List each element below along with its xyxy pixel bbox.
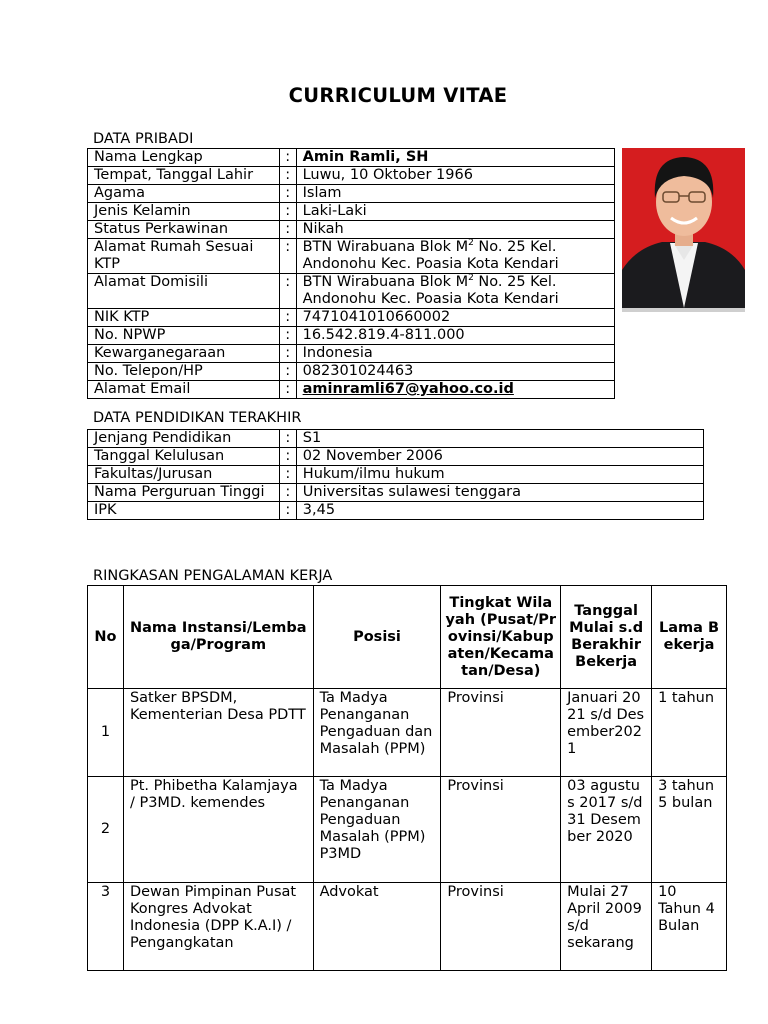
header-tingkat: Tingkat Wilayah (Pusat/Provinsi/Kabupaten/Kecamatan/Desa) [441, 586, 561, 689]
personal-section-heading: DATA PRIBADI [93, 131, 194, 147]
tingkat-cell: Provinsi [441, 883, 561, 971]
field-colon: : [279, 221, 296, 239]
table-header-row [88, 586, 727, 689]
field-colon: : [279, 345, 296, 363]
personal-data-table [87, 148, 615, 399]
tanggal-cell: 03 agustus 2017 s/d 31 Desember 2020 [561, 777, 652, 883]
field-value: 02 November 2006 [296, 448, 703, 466]
instansi-cell: Dewan Pimpinan Pusat Kongres Advokat Indonesia (DPP K.A.I) / Pengangkatan [123, 883, 313, 971]
education-table [87, 429, 704, 520]
field-value: Laki-Laki [296, 203, 614, 221]
instansi-cell: Pt. Phibetha Kalamjaya / P3MD. kemendes [123, 777, 313, 883]
table-row [88, 185, 615, 203]
table-row [88, 466, 704, 484]
table-row [88, 883, 727, 971]
table-row [88, 777, 727, 883]
photo-shadow [622, 308, 745, 312]
lama-cell: 10 Tahun 4 Bulan [652, 883, 727, 971]
field-label: Tempat, Tanggal Lahir [88, 167, 280, 185]
table-row [88, 484, 704, 502]
field-value [296, 239, 614, 274]
experience-section-heading: RINGKASAN PENGALAMAN KERJA [93, 568, 333, 584]
table-row [88, 448, 704, 466]
table-row [88, 221, 615, 239]
table-row [88, 274, 615, 309]
field-colon: : [279, 381, 296, 399]
address-text: BTN Wirabuana Blok M [302, 274, 469, 290]
profile-photo [622, 148, 745, 308]
field-value: 16.542.819.4-811.000 [296, 327, 614, 345]
field-colon: : [279, 203, 296, 221]
field-label: Status Perkawinan [88, 221, 280, 239]
field-value [296, 274, 614, 309]
field-colon: : [279, 363, 296, 381]
row-number: 3 [88, 883, 124, 971]
field-value: Indonesia [296, 345, 614, 363]
table-row [88, 381, 615, 399]
field-label: Alamat Rumah Sesuai KTP [88, 239, 280, 274]
field-label: Agama [88, 185, 280, 203]
field-value: Islam [296, 185, 614, 203]
page-title: CURRICULUM VITAE [288, 84, 508, 107]
full-name-value: Amin Ramli, SH [296, 149, 614, 167]
posisi-cell: Ta Madya Penanganan Pengaduan Masalah (PPM) P3MD [313, 777, 441, 883]
tanggal-cell: Januari 2021 s/d Desember2021 [561, 689, 652, 777]
field-colon: : [279, 239, 296, 274]
header-instansi: Nama Instansi/Lembaga/Program [123, 586, 313, 689]
field-label: Jenjang Pendidikan [88, 430, 280, 448]
table-row [88, 203, 615, 221]
field-value: Universitas sulawesi tenggara [296, 484, 703, 502]
experience-table [87, 585, 727, 971]
field-value: 3,45 [296, 502, 703, 520]
field-label: No. NPWP [88, 327, 280, 345]
field-value: Hukum/ilmu hukum [296, 466, 703, 484]
education-section-heading: DATA PENDIDIKAN TERAKHIR [93, 410, 302, 426]
field-colon: : [279, 274, 296, 309]
posisi-cell: Advokat [313, 883, 441, 971]
row-number: 2 [88, 777, 124, 883]
address-superscript: 2 [468, 238, 474, 249]
field-value: Nikah [296, 221, 614, 239]
field-value: S1 [296, 430, 703, 448]
field-colon: : [279, 185, 296, 203]
field-colon: : [279, 167, 296, 185]
email-link[interactable]: aminramli67@yahoo.co.id [296, 381, 614, 399]
header-lama: Lama Bekerja [652, 586, 727, 689]
field-colon: : [279, 309, 296, 327]
lama-cell: 1 tahun [652, 689, 727, 777]
table-row [88, 363, 615, 381]
table-row [88, 327, 615, 345]
field-label: Kewarganegaraan [88, 345, 280, 363]
field-colon: : [279, 466, 296, 484]
field-colon: : [279, 502, 296, 520]
address-text: No. 25 Kel. Andonohu Kec. Poasia Kota Kendari [302, 239, 559, 272]
address-text: BTN Wirabuana Blok M [302, 239, 469, 255]
field-label: No. Telepon/HP [88, 363, 280, 381]
posisi-cell: Ta Madya Penanganan Pengaduan dan Masalah (PPM) [313, 689, 441, 777]
table-row [88, 345, 615, 363]
table-row [88, 167, 615, 185]
field-colon: : [279, 484, 296, 502]
field-colon: : [279, 149, 296, 167]
table-row [88, 239, 615, 274]
tingkat-cell: Provinsi [441, 689, 561, 777]
tingkat-cell: Provinsi [441, 777, 561, 883]
field-label: Nama Lengkap [88, 149, 280, 167]
table-row [88, 430, 704, 448]
field-label: Alamat Email [88, 381, 280, 399]
header-no: No [88, 586, 124, 689]
table-row [88, 502, 704, 520]
instansi-cell: Satker BPSDM, Kementerian Desa PDTT [123, 689, 313, 777]
field-value: Luwu, 10 Oktober 1966 [296, 167, 614, 185]
table-row [88, 689, 727, 777]
header-tanggal: Tanggal Mulai s.d Berakhir Bekerja [561, 586, 652, 689]
field-label: NIK KTP [88, 309, 280, 327]
field-value: 7471041010660002 [296, 309, 614, 327]
address-superscript: 2 [468, 273, 474, 284]
portrait-image [622, 148, 745, 308]
field-label: Tanggal Kelulusan [88, 448, 280, 466]
field-colon: : [279, 448, 296, 466]
field-colon: : [279, 430, 296, 448]
field-label: Jenis Kelamin [88, 203, 280, 221]
field-label: IPK [88, 502, 280, 520]
field-colon: : [279, 327, 296, 345]
field-label: Alamat Domisili [88, 274, 280, 309]
field-value: 082301024463 [296, 363, 614, 381]
tanggal-cell: Mulai 27 April 2009 s/d sekarang [561, 883, 652, 971]
field-label: Nama Perguruan Tinggi [88, 484, 280, 502]
header-posisi: Posisi [313, 586, 441, 689]
table-row [88, 149, 615, 167]
row-number: 1 [88, 689, 124, 777]
address-text: No. 25 Kel. Andonohu Kec. Poasia Kota Kendari [302, 274, 559, 307]
field-label: Fakultas/Jurusan [88, 466, 280, 484]
table-row [88, 309, 615, 327]
lama-cell: 3 tahun 5 bulan [652, 777, 727, 883]
